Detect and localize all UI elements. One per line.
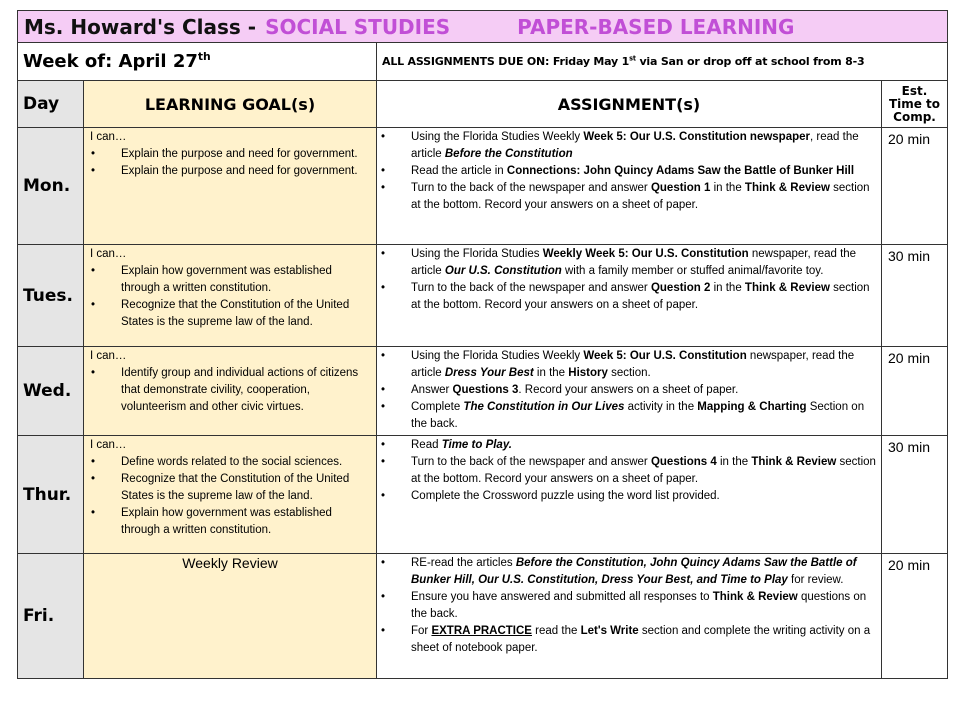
- assignment-text: Read: [411, 439, 442, 451]
- assignment-item: [380, 589, 877, 623]
- assignment-text: For: [411, 625, 432, 637]
- assignment-text: newspaper, read the article: [411, 248, 857, 277]
- learning-goal-item: • Identify group and individual actions of citizens that demonstrate civility, cooperation, volunteerism and other civic virtues.: [90, 365, 372, 416]
- assignment-item: [380, 163, 877, 180]
- assignment-text: newspaper, read the article: [411, 350, 855, 379]
- learning-goal-cell: [84, 128, 377, 245]
- assignment-text: Questions 3: [452, 384, 519, 396]
- assignment-text: activity in the: [624, 401, 698, 413]
- i-can-label: I can…: [90, 439, 127, 451]
- title-row: [18, 11, 948, 43]
- assignment-text: section and complete the writing activity on a sheet of notebook paper.: [411, 625, 871, 654]
- assignment-item: [380, 555, 877, 589]
- goal-column-header: LEARNING GOAL(s): [84, 81, 377, 128]
- time-column-header: [882, 81, 948, 128]
- estimated-time: 20 min: [882, 128, 948, 245]
- assignment-text: EXTRA PRACTICE: [431, 625, 532, 637]
- assignment-list: [380, 129, 877, 214]
- assignment-text: in the: [710, 182, 745, 194]
- assignment-cell: [377, 128, 882, 245]
- assignment-text: Week 5: Our U.S. Constitution: [583, 350, 747, 362]
- column-header-row: [18, 81, 948, 128]
- assignment-text: Week 5: Our U.S. Constitution newspaper: [583, 131, 811, 143]
- assignment-text: Using the Florida Studies Weekly: [411, 131, 584, 143]
- assignment-text: Weekly Week 5: Our U.S. Constitution: [542, 248, 749, 260]
- assignment-text: questions on the back.: [411, 591, 867, 620]
- day-row: [18, 436, 948, 554]
- assignment-text: Turn to the back of the newspaper and answer: [411, 456, 651, 468]
- estimated-time: 20 min: [882, 554, 948, 679]
- assignment-cell: [377, 347, 882, 436]
- assignment-text: Complete: [411, 401, 464, 413]
- assignment-cell: [377, 554, 882, 679]
- day-label: Mon.: [18, 128, 84, 245]
- day-label: Thur.: [18, 436, 84, 554]
- assignment-text: Question 2: [650, 282, 711, 294]
- assignment-list: [380, 348, 877, 433]
- assignment-list: [380, 555, 877, 657]
- assignment-item: [380, 129, 877, 163]
- assignment-list: [380, 437, 877, 505]
- learning-goal-item: • Recognize that the Constitution of the United States is the supreme law of the land.: [90, 297, 372, 331]
- assignment-item: [380, 382, 877, 399]
- assignment-text: Before the Constitution, John Quincy Adams Saw the Battle of Bunker Hill, Our U.S. Constitution, Dress Your Best, and Time to Play: [411, 557, 857, 586]
- assignment-text: section.: [607, 367, 651, 379]
- assignment-text: Before the Constitution: [444, 148, 573, 160]
- i-can-label: I can…: [90, 131, 127, 143]
- due-date-cell: [377, 43, 948, 81]
- plan-body: [18, 128, 948, 679]
- day-row: [18, 347, 948, 436]
- assignment-item: [380, 399, 877, 433]
- day-row: [18, 554, 948, 679]
- teacher-title: Ms. Howard's Class -: [24, 14, 257, 39]
- lesson-plan-table: [17, 10, 948, 679]
- assignment-list: [380, 246, 877, 314]
- learning-goal-item: • Explain the purpose and need for government.: [90, 163, 372, 180]
- assignment-text: . Record your answers on a sheet of paper.: [518, 384, 739, 396]
- assignment-text: The Constitution in Our Lives: [463, 401, 625, 413]
- assignment-text: RE-read the articles: [411, 557, 516, 569]
- assignment-text: History: [568, 367, 608, 379]
- assignment-text: Dress Your Best: [444, 367, 534, 379]
- week-of-label: Week of: April 27: [23, 51, 198, 72]
- assignment-text: Turn to the back of the newspaper and answer: [411, 282, 651, 294]
- assignment-text: Turn to the back of the newspaper and answer: [411, 182, 651, 194]
- assignment-text: Answer: [411, 384, 453, 396]
- assignment-column-header: ASSIGNMENT(s): [377, 81, 882, 128]
- i-can-label: I can…: [90, 248, 127, 260]
- learning-goal-item: • Recognize that the Constitution of the United States is the supreme law of the land.: [90, 471, 372, 505]
- due-date-details: via San or drop off at school from 8-3: [635, 55, 865, 68]
- assignment-text: Using the Florida Studies Weekly: [411, 350, 584, 362]
- assignment-text: Complete the Crossword puzzle using the word list provided.: [411, 490, 720, 502]
- assignment-text: Section on the back.: [411, 401, 865, 430]
- assignment-text: in the: [716, 456, 752, 468]
- learning-goal-list: [90, 146, 372, 180]
- assignment-text: section at the bottom. Record your answers on a sheet of paper.: [411, 282, 870, 311]
- learning-goal-cell: [84, 347, 377, 436]
- time-header-line: Time to: [888, 96, 941, 111]
- assignment-text: Questions 4: [650, 456, 717, 468]
- assignment-text: Ensure you have answered and submitted all responses to: [411, 591, 713, 603]
- assignment-item: [380, 623, 877, 657]
- learning-goal-item: • Explain how government was established through a written constitution.: [90, 505, 372, 539]
- learning-goal-item: • Define words related to the social sciences.: [90, 454, 372, 471]
- title-banner: [18, 11, 948, 43]
- day-row: [18, 128, 948, 245]
- week-row: [18, 43, 948, 81]
- assignment-item: [380, 454, 877, 488]
- assignment-text: in the: [533, 367, 569, 379]
- assignment-text: Think & Review: [744, 182, 830, 194]
- estimated-time: 30 min: [882, 245, 948, 347]
- learning-goal-item: • Explain the purpose and need for government.: [90, 146, 372, 163]
- assignment-text: section at the bottom. Record your answers on a sheet of paper.: [411, 456, 876, 485]
- time-header-line: Est.: [901, 83, 928, 98]
- assignment-text: , read the article: [411, 131, 859, 160]
- assignment-item: [380, 348, 877, 382]
- learning-goal-cell: [84, 436, 377, 554]
- assignment-item: [380, 488, 877, 505]
- due-date-label: ALL ASSIGNMENTS DUE ON: Friday May 1: [382, 55, 630, 68]
- assignment-text: Think & Review: [712, 591, 798, 603]
- learning-goal-list: [90, 454, 372, 539]
- time-header-line: Comp.: [893, 109, 936, 124]
- assignment-text: section at the bottom. Record your answers on a sheet of paper.: [411, 182, 870, 211]
- assignment-text: read the: [531, 625, 581, 637]
- assignment-text: with a family member or stuffed animal/favorite toy.: [561, 265, 824, 277]
- assignment-text: Our U.S. Constitution: [444, 265, 562, 277]
- assignment-text: for review.: [787, 574, 844, 586]
- subject-title: SOCIAL STUDIES: [265, 14, 451, 39]
- assignment-text: in the: [710, 282, 745, 294]
- assignment-text: Question 1: [650, 182, 711, 194]
- estimated-time: 20 min: [882, 347, 948, 436]
- assignment-text: Think & Review: [744, 282, 830, 294]
- assignment-item: [380, 437, 877, 454]
- i-can-label: I can…: [90, 350, 127, 362]
- day-column-header: Day: [18, 81, 84, 128]
- learning-mode-title: PAPER-BASED LEARNING: [517, 14, 795, 39]
- assignment-text: Let's Write: [580, 625, 639, 637]
- assignment-cell: [377, 245, 882, 347]
- assignment-item: [380, 280, 877, 314]
- estimated-time: 30 min: [882, 436, 948, 554]
- assignment-text: Using the Florida Studies: [411, 248, 543, 260]
- day-row: [18, 245, 948, 347]
- learning-goal-list: [90, 365, 372, 416]
- assignment-text: Think & Review: [751, 456, 837, 468]
- week-of-cell: [18, 43, 377, 81]
- assignment-text: Mapping & Charting: [697, 401, 807, 413]
- learning-goal-cell: [84, 245, 377, 347]
- learning-goal-item: • Explain how government was established through a written constitution.: [90, 263, 372, 297]
- assignment-item: [380, 180, 877, 214]
- assignment-text: Read the article in: [411, 165, 507, 177]
- assignment-item: [380, 246, 877, 280]
- due-date-suffix: st: [629, 54, 636, 63]
- day-label: Wed.: [18, 347, 84, 436]
- assignment-text: Connections: John Quincy Adams Saw the Battle of Bunker Hill: [506, 165, 855, 177]
- assignment-cell: [377, 436, 882, 554]
- week-suffix: th: [197, 50, 211, 63]
- day-label: Tues.: [18, 245, 84, 347]
- learning-goal-list: [90, 263, 372, 331]
- day-label: Fri.: [18, 554, 84, 679]
- assignment-text: Time to Play.: [441, 439, 512, 451]
- weekly-review-label: Weekly Review: [84, 554, 377, 679]
